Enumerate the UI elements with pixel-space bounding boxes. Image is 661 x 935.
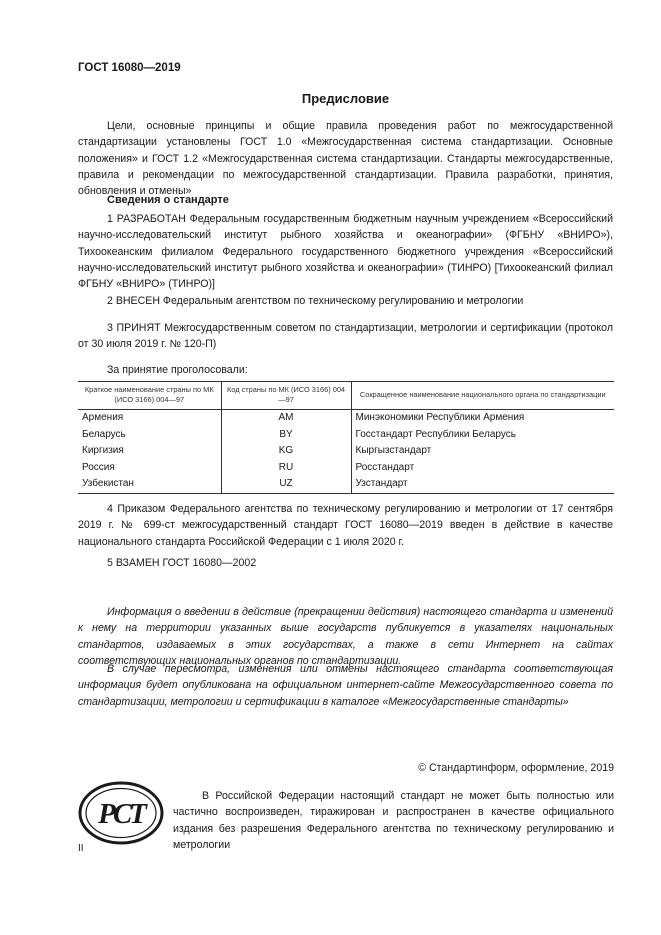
item-introduced: 2 ВНЕСЕН Федеральным агентством по техническому регулированию и метрологии	[107, 295, 524, 307]
table-cell-country: Армения	[82, 412, 124, 423]
table-cell-country: Киргизия	[82, 445, 124, 457]
info-paragraph-1: Информация о введении в действие (прекращении действия) настоящего стандарта и изменений к нему на территории указанных выше государств публикуется в указателях национальных стандартов, издаваемых в этих государствах, а также в сети Интернет на сайтах соответствующих национальных органов по стандартизации.	[78, 606, 613, 667]
table-row	[78, 460, 614, 477]
copyright-line: © Стандартинформ, оформление, 2019	[418, 762, 614, 774]
table-cell-code: RU	[221, 460, 351, 477]
table-header-country: Краткое наименование страны по МК (ИСО 3166) 004—97	[78, 382, 221, 410]
page-title: Предисловие	[301, 91, 390, 106]
intro-paragraph: Цели, основные принципы и общие правила проведения работ по межгосударственной стандартизации установлены ГОСТ 1.0 «Межгосударственная система стандартизации. Основные положения» и ГОСТ 1.2 «Межгосударственная система стандартизации. Стандарты межгосударственные, правила и рекомендации по межгосударственной стандартизации. Правила разработки, принятия, обновления и отмены»	[78, 120, 613, 198]
table-header-body: Сокращенное наименование национального органа по стандартизации	[351, 382, 614, 410]
info-paragraph-2: В случае пересмотра, изменения или отмены настоящего стандарта соответствующая информация будет опубликована на официальном интернет-сайте Межгосударственного совета по стандартизации, метрологии и сертификации в каталоге «Межгосударственные стандарты»	[78, 663, 613, 708]
item-replaces: 5 ВЗАМЕН ГОСТ 16080—2002	[107, 557, 257, 569]
table-cell-body: Минэкономики Республики Армения	[351, 410, 614, 427]
table-header-code: Код страны по МК (ИСО 3166) 004—97	[221, 382, 351, 410]
table-row	[78, 410, 614, 427]
table-header-row	[78, 382, 614, 410]
table-cell-country: Россия	[82, 461, 115, 473]
table-cell-code: AM	[221, 410, 351, 427]
document-code-header: ГОСТ 16080—2019	[78, 62, 181, 74]
rst-logo-text: РСТ	[98, 798, 144, 830]
copyright-notice: В Российской Федерации настоящий стандарт не может быть полностью или частично воспроизведен, тиражирован и распространен в качестве официального издания без разрешения Федерального агентства по техническому регулированию и метрологии	[173, 790, 614, 851]
table-cell-country: Узбекистан	[78, 476, 221, 493]
rst-logo-icon	[78, 781, 164, 845]
table-cell-country: Беларусь	[82, 428, 126, 440]
page-number: II	[78, 843, 84, 854]
section-heading: Сведения о стандарте	[107, 194, 229, 206]
table-cell-code: BY	[221, 427, 351, 444]
table-row	[78, 476, 614, 493]
item-developed: 1 РАЗРАБОТАН Федеральным государственным бюджетным научным учреждением «Всероссийский научно-исследовательский институт рыбного хозяйства и океанографии» (ФГБНУ «ВНИРО»), Тихоокеанским филиалом Федерального государственного бюджетного учреждения «Всероссийский научно-исследовательский институт рыбного хозяйства и океанографии» (ТИНРО) [Тихоокеанский филиал ФГБНУ «ВНИРО» (ТИНРО)]	[78, 213, 613, 291]
item-enacted: 4 Приказом Федерального агентства по техническому регулированию и метрологии от 17 сентября 2019 г. № 699-ст межгосударственный стандарт ГОСТ 16080—2019 введен в действие в качестве национального стандарта Российской Федерации с 1 июля 2020 г.	[78, 503, 613, 548]
item-adopted: 3 ПРИНЯТ Межгосударственным советом по стандартизации, метрологии и сертификации (протокол от 30 июля 2019 г. № 120-П)	[78, 322, 613, 351]
table-row	[78, 443, 614, 460]
table-cell-body: Росстандарт	[351, 460, 614, 477]
table-row	[78, 427, 614, 444]
table-cell-body: Узстандарт	[351, 476, 614, 493]
table-cell-body: Кыргызстандарт	[351, 443, 614, 460]
voting-table	[78, 381, 614, 494]
table-cell-code: UZ	[221, 476, 351, 493]
table-cell-code: KG	[221, 443, 351, 460]
table-cell-body: Госстандарт Республики Беларусь	[351, 427, 614, 444]
voted-label: За принятие проголосовали:	[107, 364, 248, 376]
